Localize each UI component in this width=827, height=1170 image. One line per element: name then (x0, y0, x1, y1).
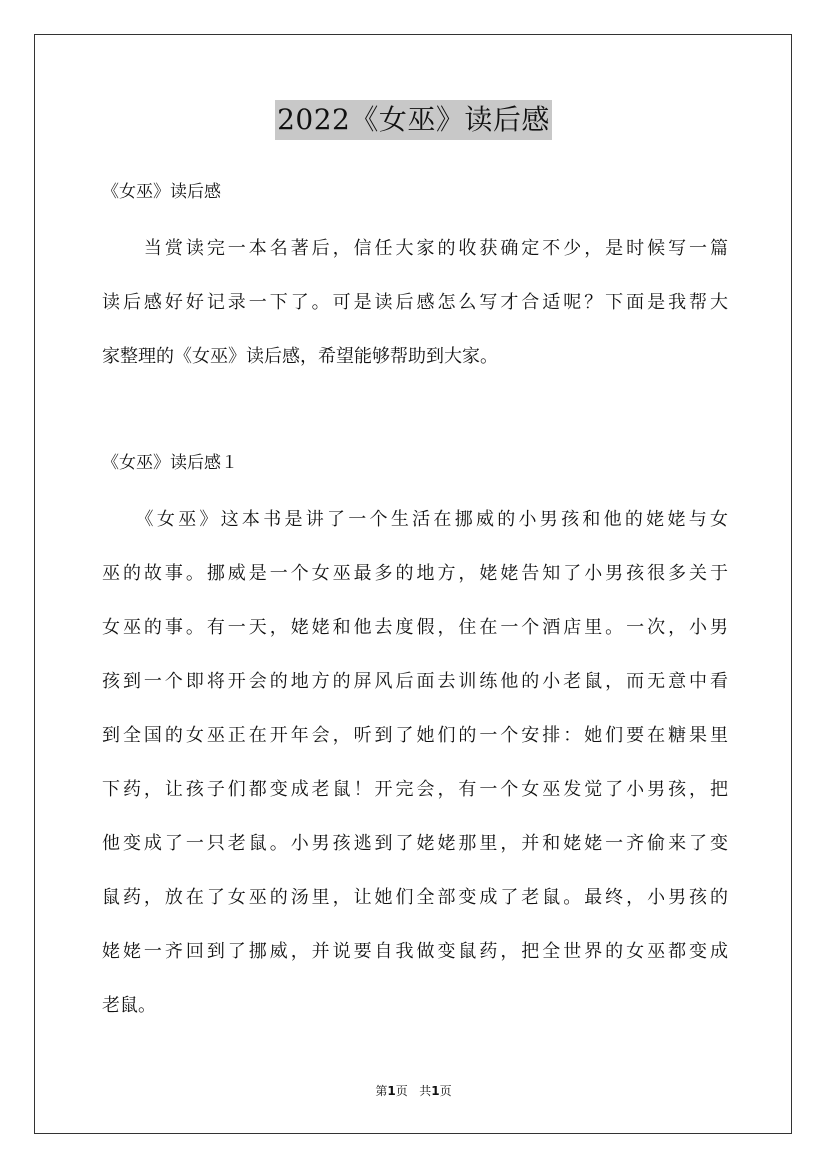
story-line: 到全国的女巫正在开年会，听到了她们的一个安排：她们要在糖果里 (102, 725, 728, 746)
section-title: 《女巫》读后感１ (102, 453, 238, 473)
story-paragraph (102, 493, 728, 1033)
story-line: 鼠药，放在了女巫的汤里，让她们全部变成了老鼠。最终，小男孩的 (102, 887, 728, 908)
story-line: 孩到一个即将开会的地方的屏风后面去训练他的小老鼠，而无意中看 (102, 671, 728, 692)
story-line: 姥姥一齐回到了挪威，并说要自我做变鼠药，把全世界的女巫都变成 (102, 941, 728, 962)
story-line: 老鼠。 (102, 995, 156, 1016)
intro-line: 家整理的《女巫》读后感，希望能够帮助到大家。 (102, 346, 498, 367)
page-number: 1 (387, 1084, 396, 1098)
story-line: 他变成了一只老鼠。小男孩逃到了姥姥那里，并和姥姥一齐偷来了变 (102, 833, 728, 854)
page-suffix: 页 (395, 1084, 408, 1098)
document-subtitle: 《女巫》读后感 (102, 182, 221, 202)
story-line: 女巫的事。有一天，姥姥和他去度假，住在一个酒店里。一次，小男 (102, 617, 728, 638)
story-line: 《女巫》这本书是讲了一个生活在挪威的小男孩和他的姥姥与女 (102, 509, 728, 530)
title-area (0, 100, 827, 140)
story-line: 下药，让孩子们都变成老鼠！开完会，有一个女巫发觉了小男孩，把 (102, 779, 728, 800)
page-prefix: 第 (375, 1084, 388, 1098)
total-number: 1 (431, 1084, 440, 1098)
document-title: 2022《女巫》读后感 (275, 100, 552, 140)
page-footer (0, 1082, 827, 1100)
total-suffix: 页 (439, 1084, 452, 1098)
intro-paragraph (102, 222, 728, 384)
intro-line: 当赏读完一本名著后，信任大家的收获确定不少，是时候写一篇 (102, 238, 728, 259)
intro-line: 读后感好好记录一下了。可是读后感怎么写才合适呢？下面是我帮大 (102, 292, 728, 313)
total-prefix: 共 (419, 1084, 432, 1098)
story-line: 巫的故事。挪威是一个女巫最多的地方，姥姥告知了小男孩很多关于 (102, 563, 728, 584)
